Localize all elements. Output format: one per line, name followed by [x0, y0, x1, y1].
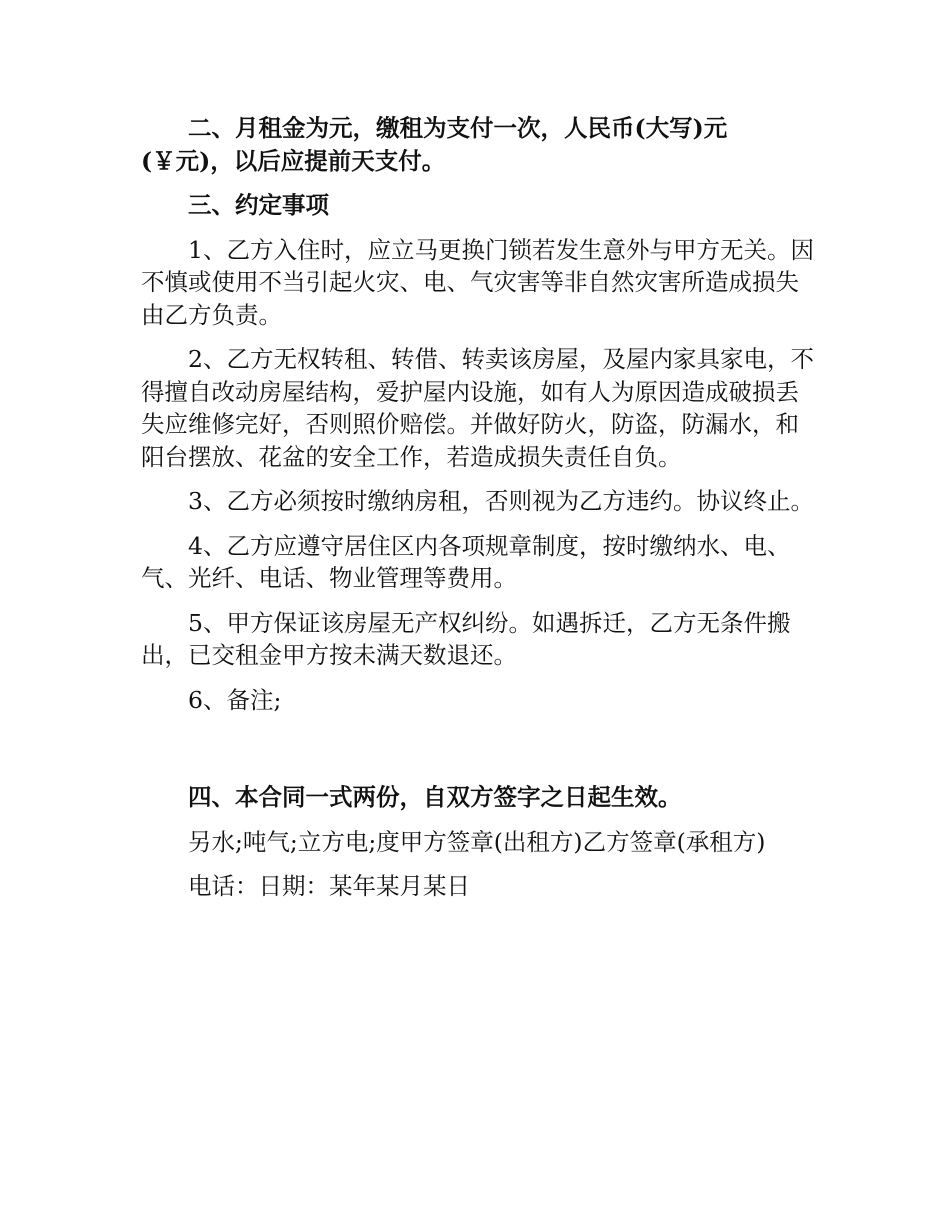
agreed-item-4: 4、乙方应遵守居住区内各项规章制度，按时缴纳水、电、气、光纤、电话、物业管理等费用。 [141, 531, 791, 592]
rent-terms-paragraph: 二、月租金为元，缴租为支付一次，人民币(大写)元(￥元)，以后应提前天支付。 [141, 114, 728, 175]
agreed-item-5: 5、甲方保证该房屋无产权纠纷。如遇拆迁，乙方无条件搬出，已交租金甲方按未满天数退还。 [141, 608, 791, 669]
agreed-item-6: 6、备注; [188, 685, 282, 714]
document-page [141, 112, 816, 903]
agreed-item-2: 2、乙方无权转租、转借、转卖该房屋，及屋内家具家电，不得擅自改动房屋结构，爱护屋内设施，如有人为原因造成破损丢失应维修完好，否则照价赔偿。并做好防火，防盗，防漏水，和阳台摆放、花盆的安全工作，若造成损失责任自负。 [141, 345, 814, 471]
agreed-item-1: 1、乙方入住时，应立马更换门锁若发生意外与甲方无关。因不慎或使用不当引起火灾、电、气灾害等非自然灾害所造成损失由乙方负责。 [141, 235, 814, 329]
agreed-item-3: 3、乙方必须按时缴纳房租，否则视为乙方违约。协议终止。 [188, 487, 814, 515]
phone-date-line: 电话：日期：某年某月某日 [188, 872, 470, 900]
contract-copies-heading: 四、本合同一式两份，自双方签字之日起生效。 [188, 783, 682, 811]
agreed-items-heading: 三、约定事项 [188, 191, 329, 219]
meter-readings-signatures: 另水;吨气;立方电;度甲方签章(出租方)乙方签章(承租方) [188, 827, 766, 856]
